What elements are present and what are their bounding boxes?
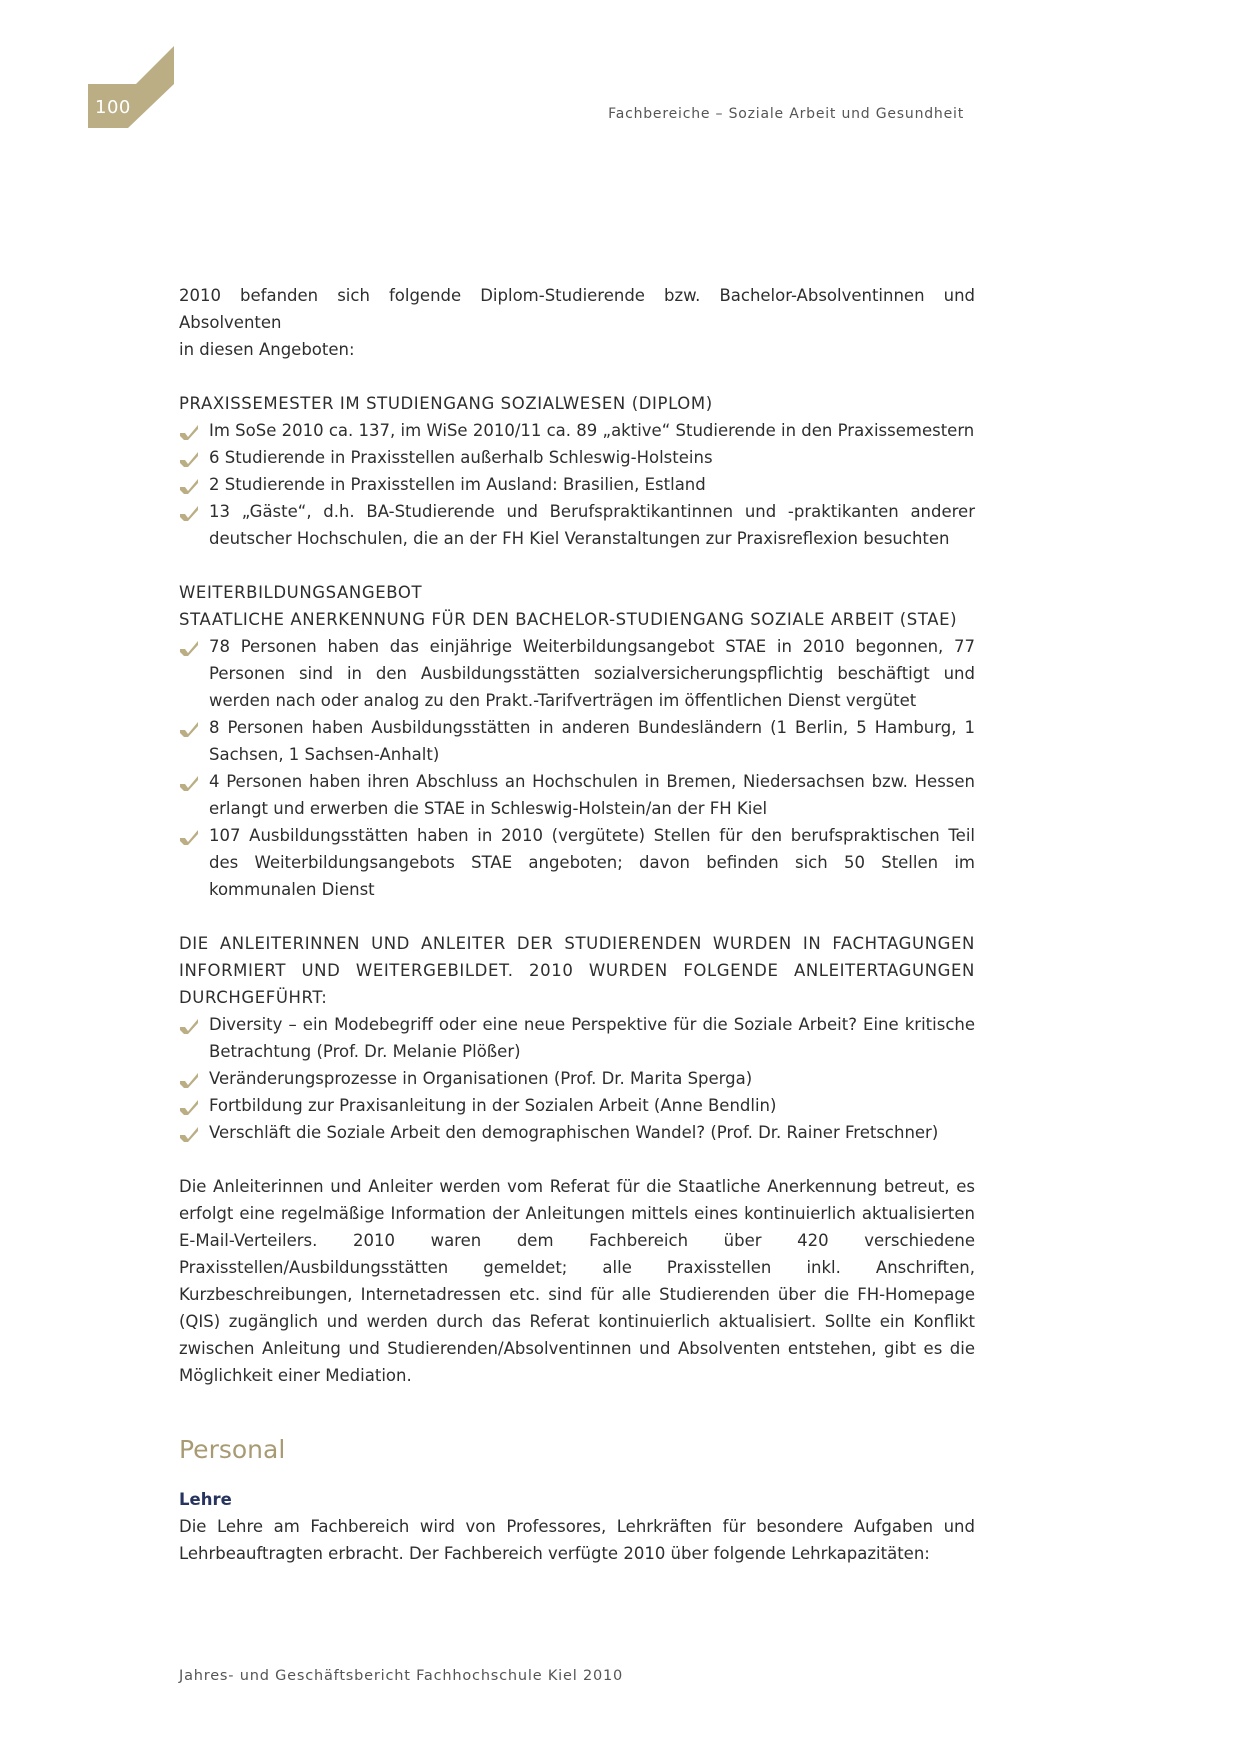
check-icon xyxy=(179,829,199,845)
check-icon xyxy=(179,775,199,791)
check-icon xyxy=(179,721,199,737)
list-item: 13 „Gäste“, d.h. BA-Studierende und Berufspraktikantinnen und -praktikanten anderer deutscher Hochschulen, die an der FH Kiel Veranstaltungen zur Praxisreflexion besuchten xyxy=(179,498,975,552)
intro-line-1: 2010 befanden sich folgende Diplom-Studierende bzw. Bachelor-Absolventinnen und Absolventen xyxy=(179,286,975,332)
stae-list xyxy=(179,633,975,903)
check-icon xyxy=(179,1018,199,1034)
check-icon xyxy=(179,505,199,521)
body-paragraph: Die Anleiterinnen und Anleiter werden vom Referat für die Staatliche Anerkennung betreut, es erfolgt eine regelmäßige Information der Anleitungen mittels eines kontinuierlich aktualisierten E-Mail-Verteilers. 2010 waren dem Fachbereich über 420 verschiedene Praxisstellen/Ausbildungsstätten gemeldet; alle Praxisstellen inkl. Anschriften, Kurzbeschreibungen, Internetadressen etc. sind für alle Studierenden über die FH-Homepage (QIS) zugänglich und werden durch das Referat kontinuierlich aktualisiert. Sollte ein Konflikt zwischen Anleitung und Studierenden/Absolventinnen und Absolventen entstehen, gibt es die Möglichkeit einer Mediation. xyxy=(179,1177,975,1385)
lehre-paragraph: Die Lehre am Fachbereich wird von Professores, Lehrkräften für besondere Aufgaben und Lehrbeauftragten erbracht. Der Fachbereich verfügte 2010 über folgende Lehrkapazitäten: xyxy=(179,1517,975,1563)
check-icon xyxy=(179,424,199,440)
main-content xyxy=(179,282,975,1567)
list-item: Fortbildung zur Praxisanleitung in der Sozialen Arbeit (Anne Bendlin) xyxy=(179,1092,975,1119)
page-footer: Jahres- und Geschäftsbericht Fachhochschule Kiel 2010 xyxy=(179,1668,624,1684)
check-icon xyxy=(179,1099,199,1115)
check-icon xyxy=(179,1126,199,1142)
page-number: 100 xyxy=(95,97,131,118)
check-icon xyxy=(179,1072,199,1088)
check-icon xyxy=(179,451,199,467)
list-item: 107 Ausbildungsstätten haben in 2010 (vergütete) Stellen für den berufspraktischen Teil des Weiterbildungsangebots STAE angeboten; davon befinden sich 50 Stellen im kommunalen Dienst xyxy=(179,822,975,903)
section-heading-praxissemester: PRAXISSEMESTER IM STUDIENGANG SOZIALWESEN (DIPLOM) xyxy=(179,394,713,413)
praxissemester-list xyxy=(179,417,975,552)
list-item: 2 Studierende in Praxisstellen im Ausland: Brasilien, Estland xyxy=(179,471,975,498)
anleitertagungen-list xyxy=(179,1011,975,1146)
list-item: 78 Personen haben das einjährige Weiterbildungsangebot STAE in 2010 begonnen, 77 Personen sind in den Ausbildungsstätten sozialversicherungspflichtig beschäftigt und werden nach oder analog zu den Prakt.-Tarifverträgen im öffentlichen Dienst vergütet xyxy=(179,633,975,714)
section-heading-stae: STAATLICHE ANERKENNUNG FÜR DEN BACHELOR-STUDIENGANG SOZIALE ARBEIT (STAE) xyxy=(179,610,958,629)
list-item: Verschläft die Soziale Arbeit den demographischen Wandel? (Prof. Dr. Rainer Fretschner) xyxy=(179,1119,975,1146)
list-item: Im SoSe 2010 ca. 137, im WiSe 2010/11 ca. 89 „aktive“ Studierende in den Praxissemestern xyxy=(179,417,975,444)
intro-line-2: in diesen Angeboten: xyxy=(179,340,355,359)
list-item: 8 Personen haben Ausbildungsstätten in anderen Bundesländern (1 Berlin, 5 Hamburg, 1 Sachsen, 1 Sachsen-Anhalt) xyxy=(179,714,975,768)
subsection-title-lehre: Lehre xyxy=(179,1490,232,1509)
running-header: Fachbereiche – Soziale Arbeit und Gesundheit xyxy=(608,106,964,122)
list-item: 4 Personen haben ihren Abschluss an Hochschulen in Bremen, Niedersachsen bzw. Hessen erlangt und erwerben die STAE in Schleswig-Holstein/an der FH Kiel xyxy=(179,768,975,822)
section-heading-weiterbildung: WEITERBILDUNGSANGEBOT xyxy=(179,583,423,602)
list-item: Diversity – ein Modebegriff oder eine neue Perspektive für die Soziale Arbeit? Eine kritische Betrachtung (Prof. Dr. Melanie Plößer) xyxy=(179,1011,975,1065)
section-heading-anleiter: DIE ANLEITERINNEN UND ANLEITER DER STUDIERENDEN WURDEN IN FACHTAGUNGEN INFORMIERT UND WEITERGEBILDET. 2010 WURDEN FOLGENDE ANLEITERTAGUNGEN DURCHGEFÜHRT: xyxy=(179,934,975,1007)
check-icon xyxy=(179,478,199,494)
section-title-personal: Personal xyxy=(179,1435,286,1464)
check-icon xyxy=(179,640,199,656)
list-item: Veränderungsprozesse in Organisationen (Prof. Dr. Marita Sperga) xyxy=(179,1065,975,1092)
list-item: 6 Studierende in Praxisstellen außerhalb Schleswig-Holsteins xyxy=(179,444,975,471)
